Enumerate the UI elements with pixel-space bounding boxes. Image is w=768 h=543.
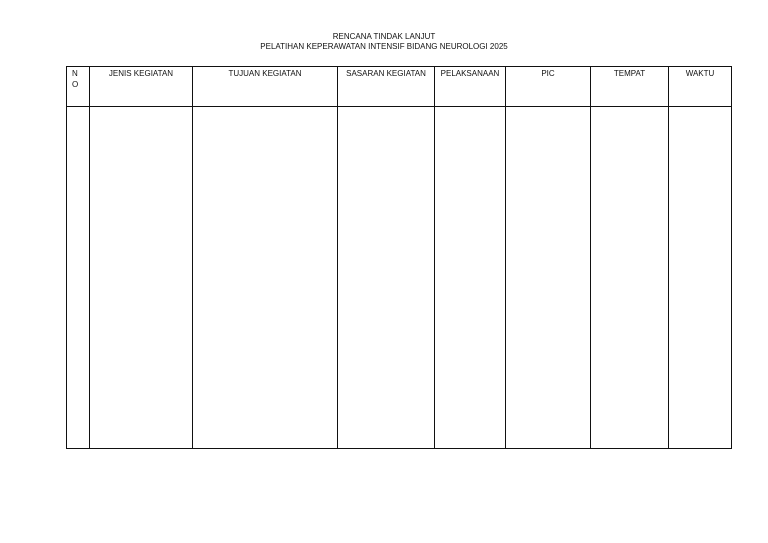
cell-waktu[interactable] <box>669 107 732 449</box>
title-line-1: RENCANA TINDAK LANJUT <box>332 32 436 41</box>
cell-no[interactable] <box>67 107 90 449</box>
header-pic: PIC <box>506 67 591 107</box>
table-row <box>67 107 732 449</box>
header-waktu: WAKTU <box>669 67 732 107</box>
document-title <box>0 32 768 52</box>
header-tujuan-kegiatan: TUJUAN KEGIATAN <box>193 67 338 107</box>
cell-pic[interactable] <box>506 107 591 449</box>
cell-tujuan-kegiatan[interactable] <box>193 107 338 449</box>
cell-jenis-kegiatan[interactable] <box>90 107 193 449</box>
header-sasaran-kegiatan: SASARAN KEGIATAN <box>338 67 435 107</box>
header-jenis-kegiatan: JENIS KEGIATAN <box>90 67 193 107</box>
action-plan-table <box>66 66 732 449</box>
header-pelaksanaan: PELAKSANAAN <box>435 67 506 107</box>
cell-sasaran-kegiatan[interactable] <box>338 107 435 449</box>
cell-tempat[interactable] <box>591 107 669 449</box>
table-header-row <box>67 67 732 107</box>
header-no: NO <box>67 67 90 107</box>
cell-pelaksanaan[interactable] <box>435 107 506 449</box>
header-tempat: TEMPAT <box>591 67 669 107</box>
title-line-2: PELATIHAN KEPERAWATAN INTENSIF BIDANG NEUROLOGI 2025 <box>260 42 508 51</box>
